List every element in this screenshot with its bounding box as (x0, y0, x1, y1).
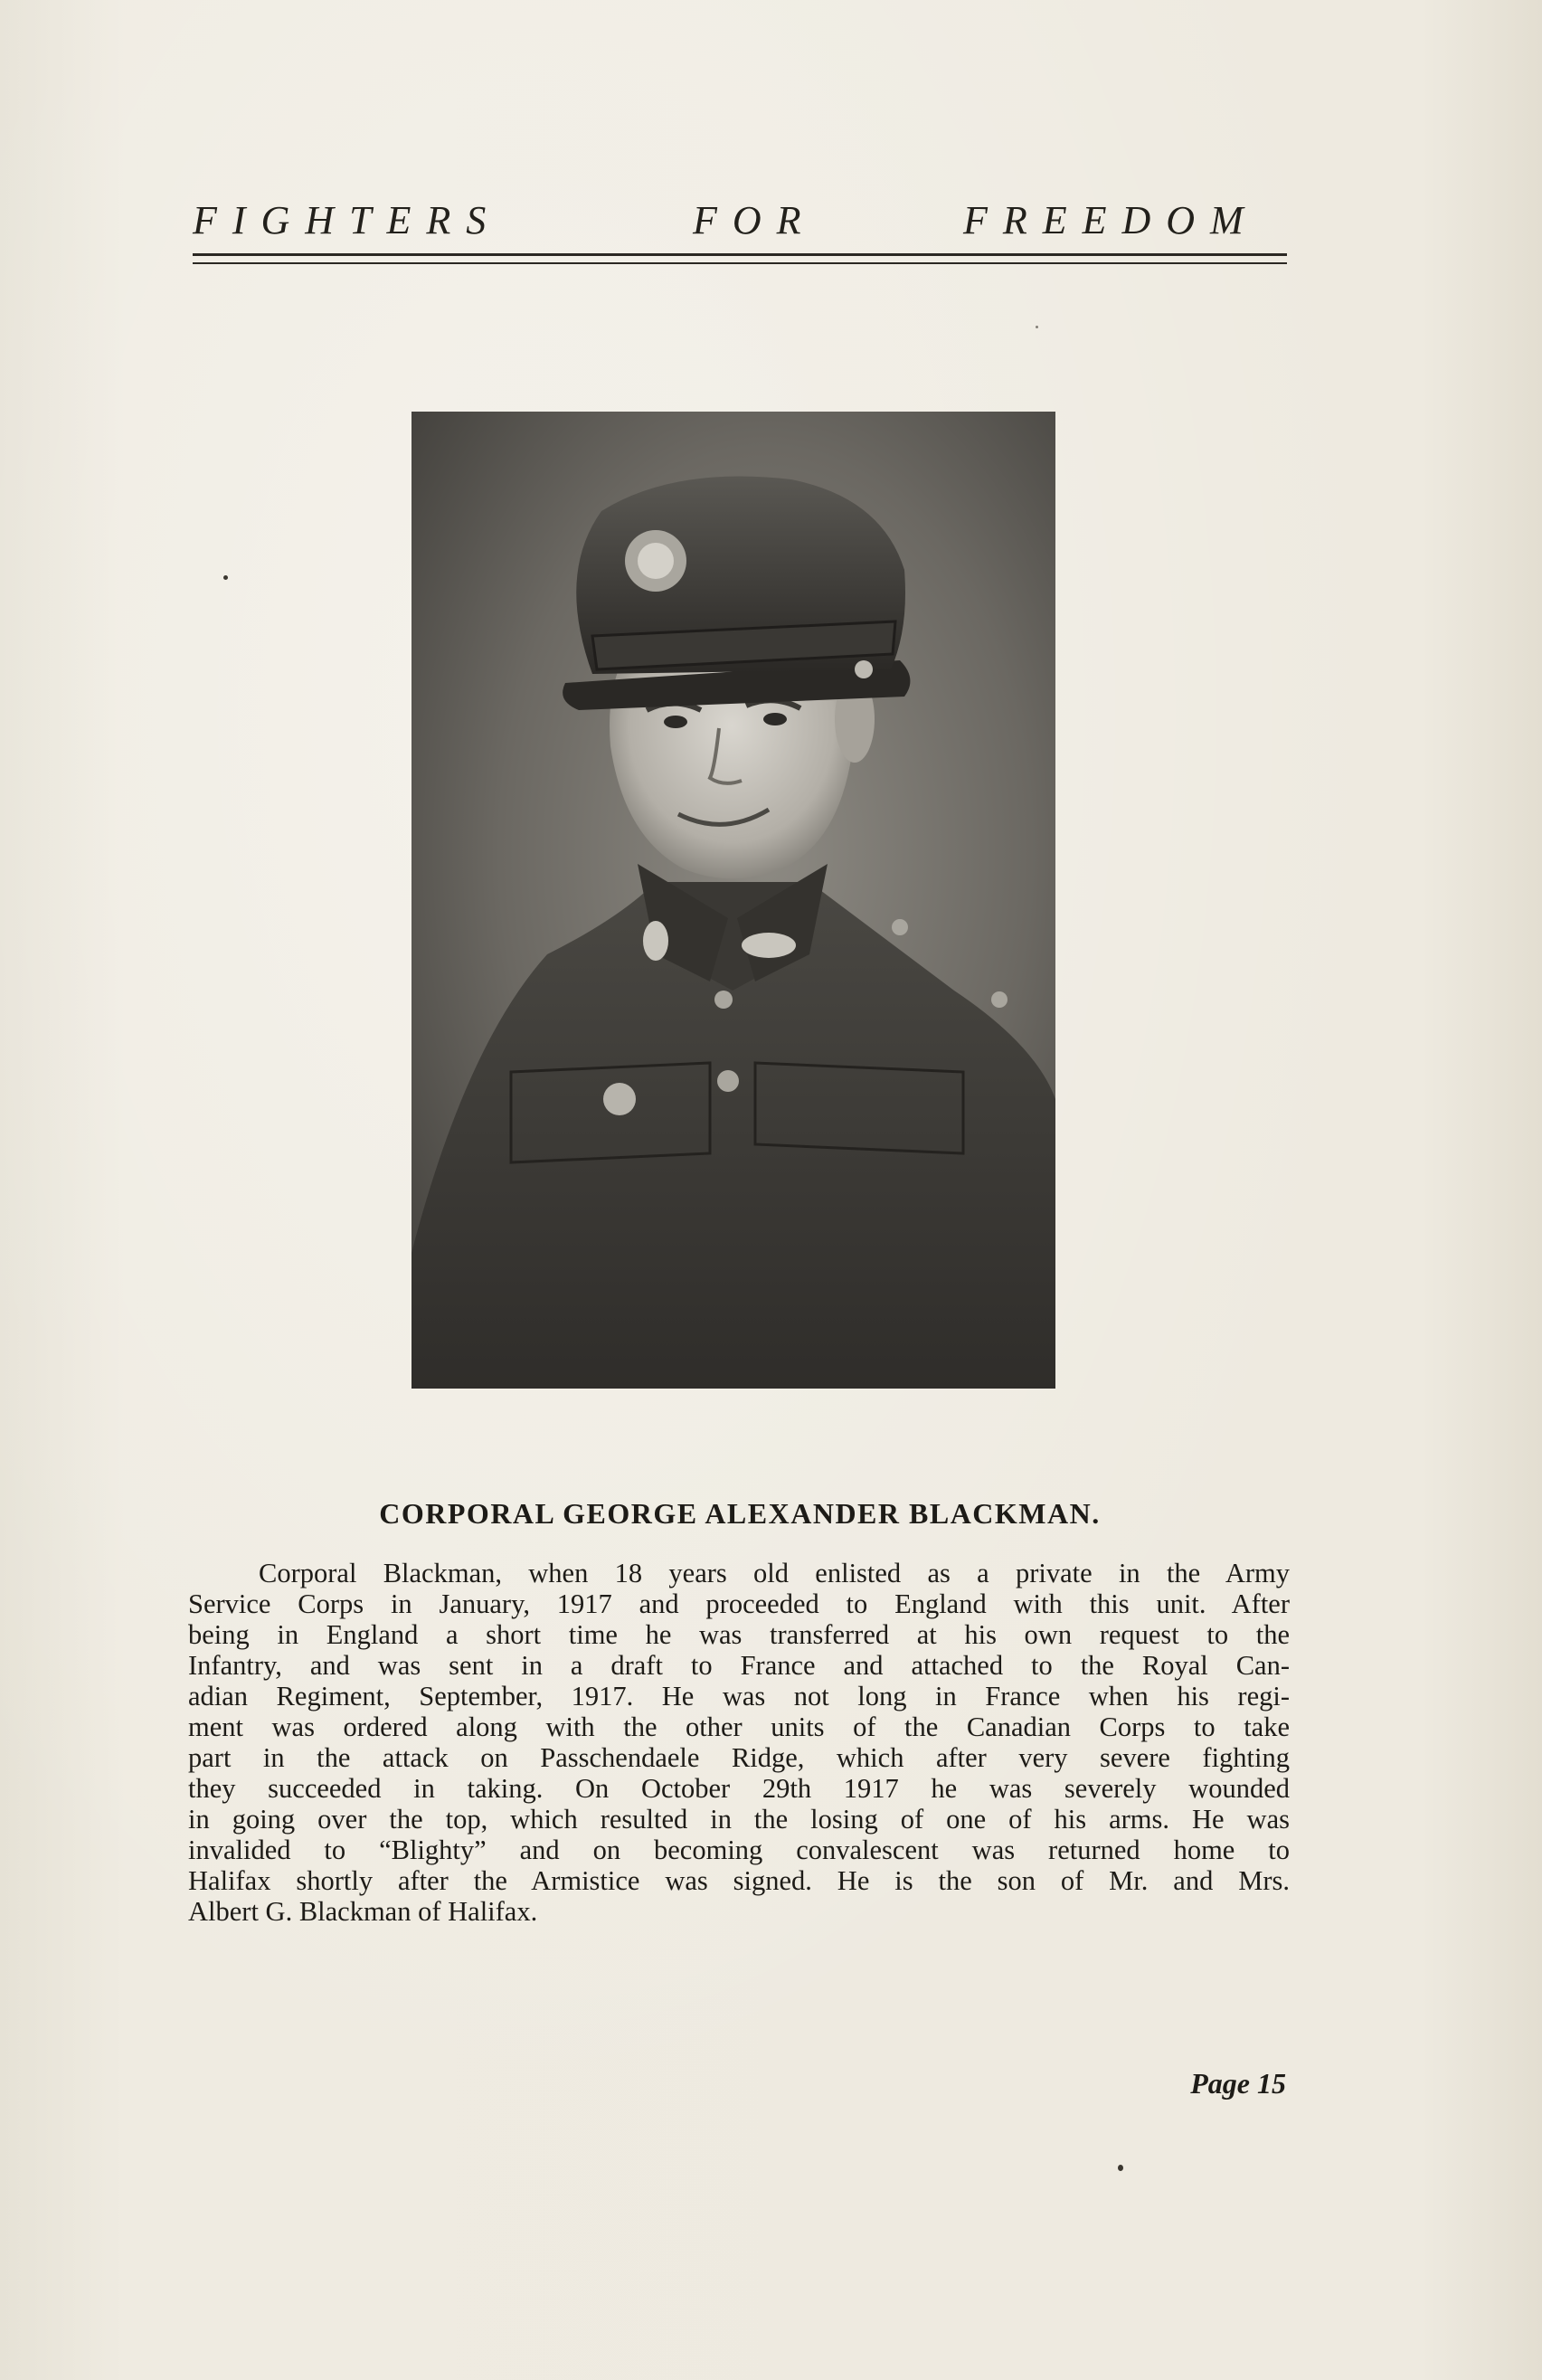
portrait-caption: CORPORAL GEORGE ALEXANDER BLACKMAN. (379, 1497, 1101, 1530)
bio-line: ment was ordered along with the other units of the Canadian Corps to take (188, 1712, 1290, 1742)
bio-line: Corporal Blackman, when 18 years old enlisted as a private in the Army (259, 1558, 1290, 1588)
bio-line: invalided to “Blighty” and on becoming convalescent was returned home to (188, 1835, 1290, 1865)
biography-paragraph (188, 1558, 1290, 1927)
bio-line: in going over the top, which resulted in the losing of one of his arms. He was (188, 1804, 1290, 1835)
paper-speck (1118, 2165, 1123, 2171)
bio-line: being in England a short time he was transferred at his own request to the (188, 1619, 1290, 1650)
bio-line: Halifax shortly after the Armistice was signed. He is the son of Mr. and Mrs. (188, 1865, 1290, 1896)
bio-line: Infantry, and was sent in a draft to France and attached to the Royal Can- (188, 1650, 1290, 1681)
bio-line: adian Regiment, September, 1917. He was not long in France when his regi- (188, 1681, 1290, 1712)
paper-speck (1036, 326, 1038, 328)
bio-line: Service Corps in January, 1917 and proceeded to England with this unit. After (188, 1588, 1290, 1619)
portrait-illustration (412, 412, 1055, 1389)
header-rule-top (193, 253, 1287, 256)
bio-line: they succeeded in taking. On October 29th 1917 he was severely wounded (188, 1773, 1290, 1804)
running-head (193, 197, 1287, 251)
page-number: Page 15 (1190, 2067, 1286, 2100)
bio-line: part in the attack on Passchendaele Ridge, which after very severe fighting (188, 1742, 1290, 1773)
running-head-word-for: FOR (693, 198, 817, 242)
portrait-photograph (412, 412, 1055, 1389)
header-rule-bottom (193, 262, 1287, 264)
paper-speck (223, 575, 228, 580)
running-head-word-freedom: FREEDOM (963, 198, 1259, 242)
bio-line: Albert G. Blackman of Halifax. (188, 1896, 538, 1927)
header-double-rule (193, 253, 1287, 271)
running-head-word-fighters: FIGHTERS (193, 198, 502, 242)
